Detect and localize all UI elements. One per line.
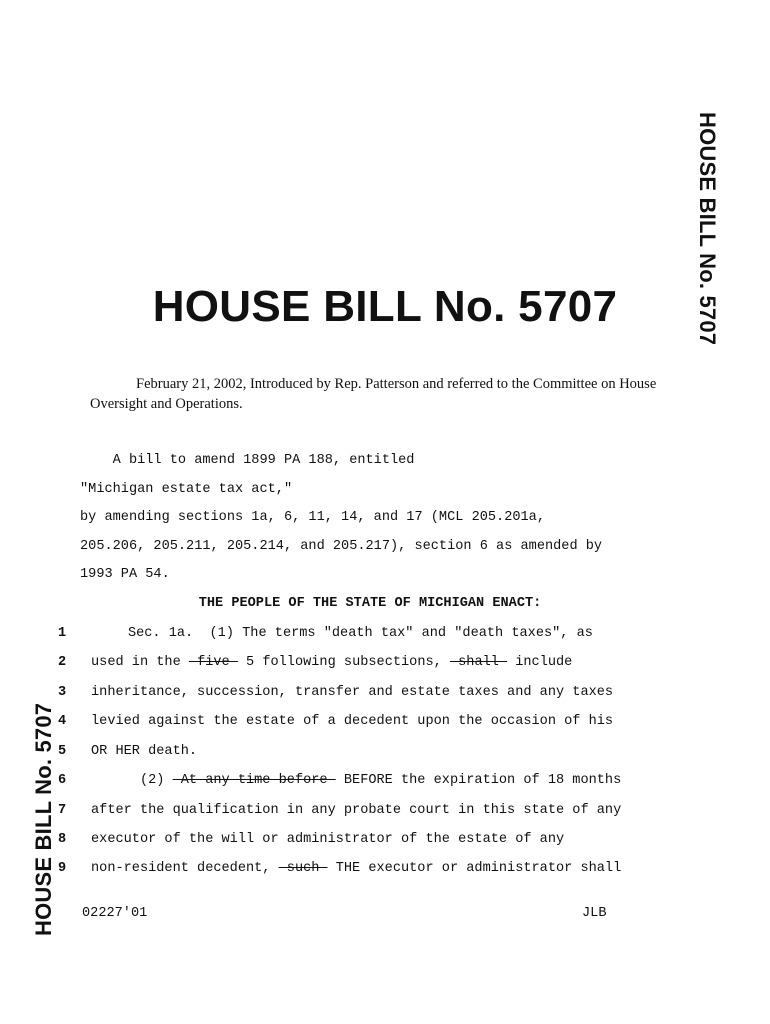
bill-line-9 (91, 861, 621, 876)
bill-line-2 (91, 655, 572, 670)
bill-line-1: Sec. 1a. (1) The terms "death tax" and "death taxes", as (79, 626, 593, 641)
introduction-note (90, 374, 690, 414)
line-number: 6 (58, 773, 67, 788)
struck-text: such (278, 861, 328, 876)
line-text: non-resident decedent, (91, 861, 279, 876)
struck-text: At any time before (172, 773, 336, 788)
bill-line-3: inheritance, succession, transfer and estate taxes and any taxes (91, 685, 614, 700)
bill-line-7: after the qualification in any probate court in this state of any (91, 803, 622, 818)
document-code: 02227'01 (82, 906, 148, 921)
bill-title-line-3: by amending sections 1a, 6, 11, 14, and 17 (MCL 205.201a, (80, 510, 545, 525)
line-number: 7 (58, 803, 67, 818)
line-number: 4 (58, 714, 67, 729)
line-number: 2 (58, 655, 67, 670)
line-text: THE executor or administrator shall (327, 861, 622, 876)
bill-line-8: executor of the will or administrator of the estate of any (91, 832, 565, 847)
line-text: used in the (91, 655, 189, 670)
page-title: HOUSE BILL No. 5707 (152, 282, 618, 331)
line-text: include (507, 655, 573, 670)
line-number: 3 (58, 685, 67, 700)
side-title-right: HOUSE BILL No. 5707 (695, 112, 720, 346)
enacting-clause: THE PEOPLE OF THE STATE OF MICHIGAN ENACT: (198, 596, 542, 611)
side-title-left: HOUSE BILL No. 5707 (31, 702, 56, 936)
line-number: 5 (58, 744, 67, 759)
drafter-initials: JLB (582, 906, 607, 921)
intro-line-1: February 21, 2002, Introduced by Rep. Patterson and referred to the Committee on House (136, 376, 657, 392)
struck-text: shall (449, 655, 508, 670)
bill-title-line-5: 1993 PA 54. (80, 567, 170, 582)
bill-line-5: OR HER death. (91, 744, 198, 759)
bill-line-6 (91, 773, 621, 788)
bill-title-line-2: "Michigan estate tax act," (80, 482, 293, 497)
bill-line-4: levied against the estate of a decedent upon the occasion of his (91, 714, 614, 729)
bill-title-line-4: 205.206, 205.211, 205.214, and 205.217), section 6 as amended by (80, 539, 603, 554)
line-text: 5 following subsections, (237, 655, 450, 670)
struck-text: five (188, 655, 238, 670)
intro-line-2: Oversight and Operations. (90, 396, 243, 412)
line-number: 1 (58, 626, 67, 641)
line-number: 8 (58, 832, 67, 847)
line-text: (2) (91, 773, 173, 788)
line-number: 9 (58, 861, 67, 876)
bill-title-line-1: A bill to amend 1899 PA 188, entitled (80, 453, 415, 468)
line-text: BEFORE the expiration of 18 months (335, 773, 622, 788)
